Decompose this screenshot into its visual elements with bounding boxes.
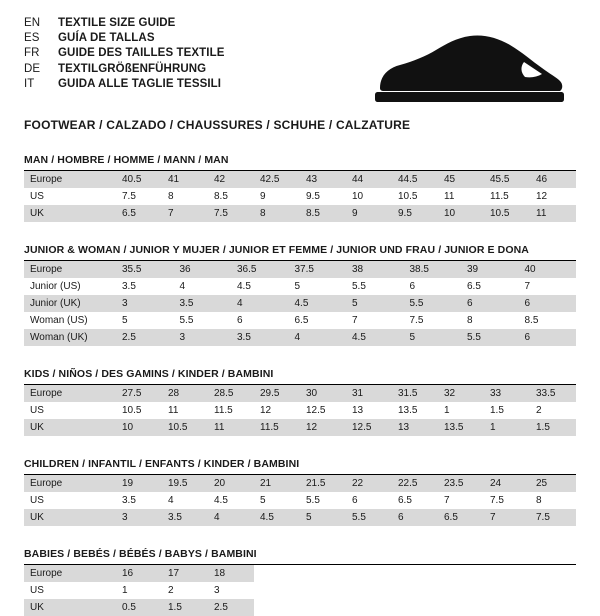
- size-cell: 8.5: [300, 205, 346, 222]
- size-cell: 3.5: [174, 295, 232, 312]
- size-cell: 12.5: [300, 402, 346, 419]
- size-cell: 44: [346, 171, 392, 188]
- size-cell: 6: [404, 278, 462, 295]
- size-cell: 4.5: [346, 329, 404, 346]
- table-row: [24, 565, 576, 582]
- size-cell: 35.5: [116, 261, 174, 278]
- size-cell: 7.5: [484, 492, 530, 509]
- dress-shoe-icon: [374, 32, 564, 106]
- size-cell: 5: [346, 295, 404, 312]
- size-cell: 3.5: [231, 329, 289, 346]
- size-cell-empty: [530, 599, 576, 616]
- size-cell: 5.5: [346, 278, 404, 295]
- size-cell: 4: [231, 295, 289, 312]
- row-label: UK: [24, 599, 116, 616]
- table-row: [24, 205, 576, 222]
- size-cell: 8: [162, 188, 208, 205]
- language-row: [24, 77, 354, 92]
- size-cell: 10: [438, 205, 484, 222]
- size-cell-empty: [346, 599, 392, 616]
- size-cell: 3: [208, 582, 254, 599]
- size-cell: 9: [346, 205, 392, 222]
- size-cell: 5.5: [404, 295, 462, 312]
- size-cell: 1: [438, 402, 484, 419]
- row-label: Europe: [24, 565, 116, 582]
- table-row: [24, 295, 576, 312]
- size-cell: 8: [254, 205, 300, 222]
- size-cell: 11: [438, 188, 484, 205]
- size-cell: 37.5: [289, 261, 347, 278]
- size-cell-empty: [484, 565, 530, 582]
- size-table-kids: [24, 385, 576, 436]
- group-title: BABIES / BEBÉS / BÉBÉS / BABYS / BAMBINI: [24, 548, 576, 565]
- size-table-junior-woman: [24, 261, 576, 346]
- table-row: [24, 329, 576, 346]
- size-cell: 5: [404, 329, 462, 346]
- language-title: GUÍA DE TALLAS: [58, 32, 155, 45]
- size-cell: 6: [346, 492, 392, 509]
- size-cell: 12: [254, 402, 300, 419]
- table-row: [24, 188, 576, 205]
- table-row: [24, 599, 576, 616]
- group-title: MAN / HOMBRE / HOMME / MANN / MAN: [24, 154, 576, 171]
- row-label: Woman (US): [24, 312, 116, 329]
- size-cell: 7: [484, 509, 530, 526]
- size-cell: 5.5: [461, 329, 519, 346]
- size-cell: 28: [162, 385, 208, 402]
- row-label: US: [24, 492, 116, 509]
- size-cell: 18: [208, 565, 254, 582]
- size-cell: 1.5: [484, 402, 530, 419]
- size-cell: 5: [300, 509, 346, 526]
- table-row: [24, 492, 576, 509]
- size-cell-empty: [392, 582, 438, 599]
- size-cell: 2: [162, 582, 208, 599]
- size-cell: 10.5: [162, 419, 208, 436]
- size-cell: 1: [116, 582, 162, 599]
- size-cell: 38.5: [404, 261, 462, 278]
- size-cell: 11: [162, 402, 208, 419]
- size-cell: 10: [116, 419, 162, 436]
- size-cell: 44.5: [392, 171, 438, 188]
- size-cell: 5.5: [174, 312, 232, 329]
- size-cell: 33.5: [530, 385, 576, 402]
- row-label: US: [24, 188, 116, 205]
- size-cell-empty: [254, 565, 300, 582]
- size-cell: 5: [116, 312, 174, 329]
- size-cell: 22: [346, 475, 392, 492]
- size-cell: 12.5: [346, 419, 392, 436]
- size-cell: 1: [484, 419, 530, 436]
- group-babies: [24, 548, 576, 616]
- document-header: [24, 16, 576, 102]
- size-cell: 7: [438, 492, 484, 509]
- size-cell: 8: [461, 312, 519, 329]
- size-cell: 40: [519, 261, 577, 278]
- size-cell: 6: [461, 295, 519, 312]
- size-cell: 7.5: [404, 312, 462, 329]
- size-cell: 4.5: [254, 509, 300, 526]
- size-cell: 11.5: [254, 419, 300, 436]
- size-cell: 3.5: [162, 509, 208, 526]
- size-cell: 10.5: [484, 205, 530, 222]
- size-cell-empty: [530, 565, 576, 582]
- size-cell: 27.5: [116, 385, 162, 402]
- size-cell-empty: [438, 599, 484, 616]
- language-row: [24, 62, 354, 77]
- size-cell: 5: [254, 492, 300, 509]
- size-cell: 38: [346, 261, 404, 278]
- size-cell: 21.5: [300, 475, 346, 492]
- size-cell-empty: [346, 582, 392, 599]
- size-cell: 6.5: [116, 205, 162, 222]
- row-label: Woman (UK): [24, 329, 116, 346]
- size-cell-empty: [392, 599, 438, 616]
- size-cell: 8: [530, 492, 576, 509]
- table-row: [24, 171, 576, 188]
- group-children: [24, 458, 576, 526]
- size-cell: 12: [530, 188, 576, 205]
- size-cell: 2: [530, 402, 576, 419]
- size-cell: 36: [174, 261, 232, 278]
- size-cell-empty: [300, 582, 346, 599]
- size-cell: 3.5: [116, 278, 174, 295]
- language-row: [24, 46, 354, 61]
- size-cell: 6.5: [438, 509, 484, 526]
- size-cell: 22.5: [392, 475, 438, 492]
- size-cell: 4.5: [208, 492, 254, 509]
- row-label: Europe: [24, 171, 116, 188]
- size-cell-empty: [346, 565, 392, 582]
- size-cell: 10.5: [392, 188, 438, 205]
- size-cell: 6: [392, 509, 438, 526]
- size-cell: 45.5: [484, 171, 530, 188]
- size-cell: 5.5: [300, 492, 346, 509]
- size-cell: 28.5: [208, 385, 254, 402]
- size-cell: 9: [254, 188, 300, 205]
- size-cell: 2.5: [208, 599, 254, 616]
- size-cell: 7: [346, 312, 404, 329]
- table-row: [24, 278, 576, 295]
- size-cell: 4: [208, 509, 254, 526]
- size-cell: 20: [208, 475, 254, 492]
- size-cell: 6: [231, 312, 289, 329]
- footwear-section-title: FOOTWEAR / CALZADO / CHAUSSURES / SCHUHE / CALZATURE: [24, 118, 411, 132]
- size-cell: 3: [174, 329, 232, 346]
- size-table-children: [24, 475, 576, 526]
- size-cell: 19: [116, 475, 162, 492]
- size-cell: 31.5: [392, 385, 438, 402]
- size-table-man: [24, 171, 576, 222]
- size-cell-empty: [254, 582, 300, 599]
- size-cell: 43: [300, 171, 346, 188]
- size-cell: 6.5: [461, 278, 519, 295]
- size-cell: 5.5: [346, 509, 392, 526]
- size-cell: 39: [461, 261, 519, 278]
- size-cell: 17: [162, 565, 208, 582]
- size-cell: 8.5: [208, 188, 254, 205]
- language-code: IT: [24, 77, 35, 90]
- size-cell: 4.5: [289, 295, 347, 312]
- size-cell: 8.5: [519, 312, 577, 329]
- language-code: DE: [24, 62, 41, 75]
- table-row: [24, 419, 576, 436]
- size-cell: 7.5: [530, 509, 576, 526]
- size-cell-empty: [484, 599, 530, 616]
- size-cell: 4.5: [231, 278, 289, 295]
- language-title: GUIDE DES TAILLES TEXTILE: [58, 47, 225, 60]
- size-cell: 25: [530, 475, 576, 492]
- size-cell: 5: [289, 278, 347, 295]
- group-kids: [24, 368, 576, 436]
- size-cell: 9.5: [392, 205, 438, 222]
- size-cell-empty: [438, 565, 484, 582]
- size-cell: 13.5: [392, 402, 438, 419]
- size-cell: 12: [300, 419, 346, 436]
- size-cell: 1.5: [162, 599, 208, 616]
- size-cell: 19.5: [162, 475, 208, 492]
- size-cell-empty: [484, 582, 530, 599]
- size-cell: 11: [208, 419, 254, 436]
- size-cell: 46: [530, 171, 576, 188]
- size-cell: 3.5: [116, 492, 162, 509]
- group-man: [24, 154, 576, 222]
- size-cell: 40.5: [116, 171, 162, 188]
- language-code: ES: [24, 32, 40, 45]
- language-code: FR: [24, 47, 40, 60]
- size-cell: 45: [438, 171, 484, 188]
- size-cell: 11: [530, 205, 576, 222]
- table-row: [24, 385, 576, 402]
- size-cell: 1.5: [530, 419, 576, 436]
- size-cell: 41: [162, 171, 208, 188]
- size-cell: 6.5: [289, 312, 347, 329]
- size-cell: 30: [300, 385, 346, 402]
- size-cell: 6: [519, 295, 577, 312]
- row-label: Europe: [24, 475, 116, 492]
- row-label: Junior (US): [24, 278, 116, 295]
- size-cell: 16: [116, 565, 162, 582]
- size-cell: 10.5: [116, 402, 162, 419]
- size-cell: 6: [519, 329, 577, 346]
- row-label: Europe: [24, 261, 116, 278]
- size-cell: 4: [174, 278, 232, 295]
- language-title: TEXTILGRÖßENFÜHRUNG: [58, 62, 207, 75]
- size-cell: 13: [392, 419, 438, 436]
- size-cell: 6.5: [392, 492, 438, 509]
- size-cell: 42: [208, 171, 254, 188]
- size-cell: 21: [254, 475, 300, 492]
- language-title: GUIDA ALLE TAGLIE TESSILI: [58, 77, 222, 90]
- table-row: [24, 475, 576, 492]
- size-cell: 2.5: [116, 329, 174, 346]
- group-title: KIDS / NIÑOS / DES GAMINS / KINDER / BAMBINI: [24, 368, 576, 385]
- size-cell: 7.5: [208, 205, 254, 222]
- language-row: [24, 31, 354, 46]
- group-title: JUNIOR & WOMAN / JUNIOR Y MUJER / JUNIOR ET FEMME / JUNIOR UND FRAU / JUNIOR E DONA: [24, 244, 576, 261]
- size-cell: 29.5: [254, 385, 300, 402]
- size-cell: 9.5: [300, 188, 346, 205]
- table-row: [24, 402, 576, 419]
- size-cell-empty: [392, 565, 438, 582]
- size-cell: 7.5: [116, 188, 162, 205]
- size-cell: 36.5: [231, 261, 289, 278]
- size-cell: 42.5: [254, 171, 300, 188]
- size-cell-empty: [530, 582, 576, 599]
- size-cell: 10: [346, 188, 392, 205]
- size-cell: 33: [484, 385, 530, 402]
- size-cell: 23.5: [438, 475, 484, 492]
- size-cell: 7: [519, 278, 577, 295]
- row-label: UK: [24, 509, 116, 526]
- size-cell: 13.5: [438, 419, 484, 436]
- language-row: [24, 16, 354, 31]
- size-cell: 13: [346, 402, 392, 419]
- row-label: Junior (UK): [24, 295, 116, 312]
- size-cell: 0.5: [116, 599, 162, 616]
- group-junior-woman: [24, 244, 576, 346]
- table-row: [24, 582, 576, 599]
- size-cell: 4: [162, 492, 208, 509]
- size-cell: 7: [162, 205, 208, 222]
- row-label: US: [24, 582, 116, 599]
- row-label: Europe: [24, 385, 116, 402]
- size-cell-empty: [300, 565, 346, 582]
- size-cell: 11.5: [484, 188, 530, 205]
- size-cell: 11.5: [208, 402, 254, 419]
- size-cell-empty: [300, 599, 346, 616]
- table-row: [24, 509, 576, 526]
- size-cell: 4: [289, 329, 347, 346]
- size-cell-empty: [438, 582, 484, 599]
- size-cell: 24: [484, 475, 530, 492]
- size-cell: 32: [438, 385, 484, 402]
- table-row: [24, 312, 576, 329]
- size-cell: 3: [116, 295, 174, 312]
- language-title: TEXTILE SIZE GUIDE: [58, 17, 176, 29]
- language-code: EN: [24, 17, 41, 29]
- size-cell: 3: [116, 509, 162, 526]
- size-table-babies: [24, 565, 576, 616]
- language-title-list: [24, 16, 354, 92]
- table-row: [24, 261, 576, 278]
- row-label: US: [24, 402, 116, 419]
- group-title: CHILDREN / INFANTIL / ENFANTS / KINDER / BAMBINI: [24, 458, 576, 475]
- row-label: UK: [24, 205, 116, 222]
- size-cell-empty: [254, 599, 300, 616]
- size-cell: 31: [346, 385, 392, 402]
- row-label: UK: [24, 419, 116, 436]
